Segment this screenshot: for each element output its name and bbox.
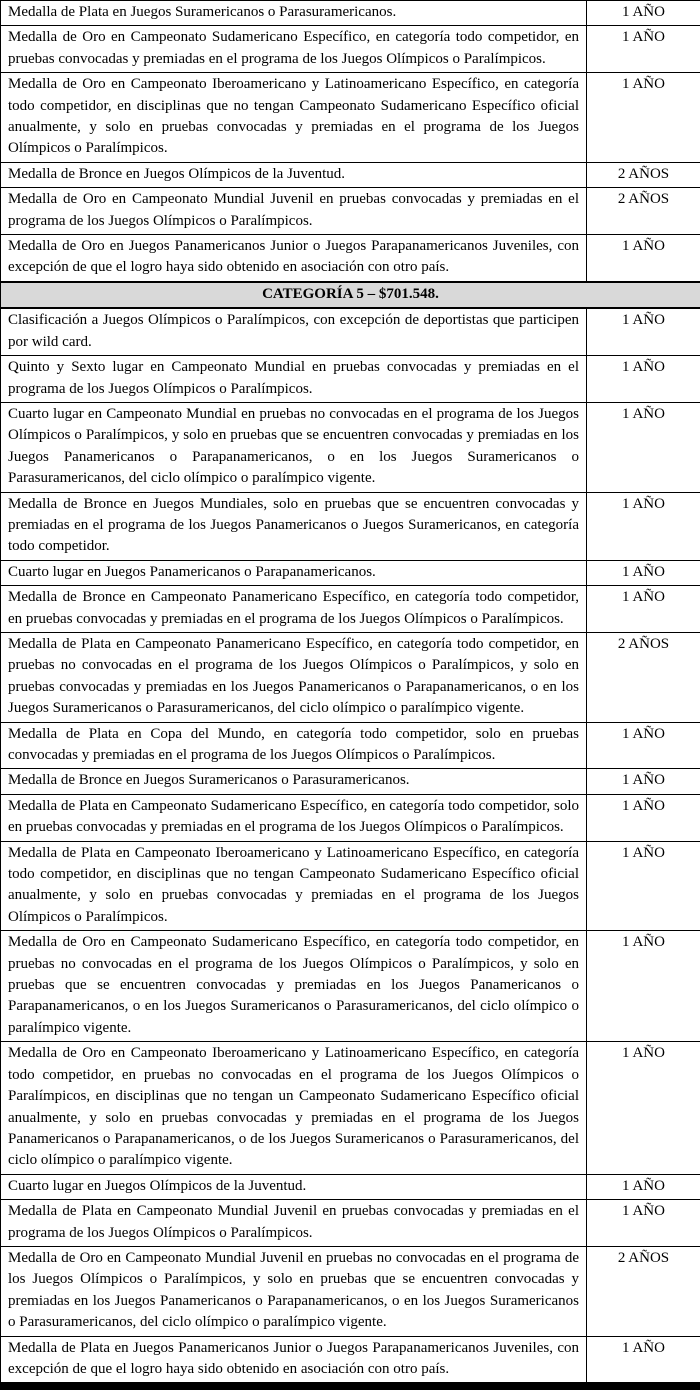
table-row — [1, 162, 700, 187]
duration-value: 2 AÑOS — [587, 1246, 700, 1336]
achievement-description: Medalla de Oro en Campeonato Mundial Juvenil en pruebas convocadas y premiadas en el programa de los Juegos Olímpicos o Paralímpicos. — [1, 188, 587, 235]
achievement-description: Medalla de Plata en Juegos Panamericanos Junior o Juegos Parapanamericanos Juveniles, con excepción de que el logro haya sido obtenido en asociación con otro país. — [1, 1336, 587, 1383]
table-row — [1, 794, 700, 841]
table-row — [1, 722, 700, 769]
achievement-description: Medalla de Bronce en Juegos Olímpicos de la Juventud. — [1, 162, 587, 187]
duration-value: 1 AÑO — [587, 356, 700, 403]
duration-value: 1 AÑO — [587, 308, 700, 355]
duration-value: 1 AÑO — [587, 1042, 700, 1174]
table-row — [1, 1336, 700, 1383]
achievement-description: Quinto y Sexto lugar en Campeonato Mundial en pruebas convocadas y premiadas en el programa de los Juegos Olímpicos o Paralímpicos. — [1, 356, 587, 403]
duration-value: 1 AÑO — [587, 841, 700, 931]
category-header: CATEGORÍA 5 – $701.548. — [1, 282, 700, 308]
table-row — [1, 235, 700, 282]
achievement-description: Medalla de Oro en Campeonato Mundial Juvenil en pruebas no convocadas en el programa de los Juegos Olímpicos o Paralímpicos, y solo en pruebas que se encuentren convocadas y premiadas en los Juegos Panamericanos o Parapanamericanos, o en los Juegos Suramericanos o Parasuramericanos, del ciclo olímpico o paralímpico vigente. — [1, 1246, 587, 1336]
table-row — [1, 492, 700, 560]
achievement-description: Medalla de Plata en Campeonato Mundial Juvenil en pruebas convocadas y premiadas en el programa de los Juegos Olímpicos o Paralímpicos. — [1, 1200, 587, 1247]
table-row — [1, 841, 700, 931]
achievement-description: Medalla de Plata en Copa del Mundo, en categoría todo competidor, solo en pruebas convocadas y premiadas en el programa de los Juegos Olímpicos o Paralímpicos. — [1, 722, 587, 769]
table-row — [1, 356, 700, 403]
table-row — [1, 308, 700, 355]
duration-value: 2 AÑOS — [587, 188, 700, 235]
category-header-row — [1, 282, 700, 308]
table-row — [1, 586, 700, 633]
duration-value: 1 AÑO — [587, 235, 700, 282]
table-row — [1, 1246, 700, 1336]
duration-value: 1 AÑO — [587, 492, 700, 560]
table-row — [1, 73, 700, 163]
table-row — [1, 402, 700, 492]
duration-value: 2 AÑOS — [587, 162, 700, 187]
table-row — [1, 1042, 700, 1174]
achievement-description: Medalla de Bronce en Juegos Mundiales, solo en pruebas que se encuentren convocadas y premiadas en el programa de los Juegos Panamericanos o Juegos Suramericanos, en categoría todo competidor. — [1, 492, 587, 560]
achievement-description: Medalla de Oro en Campeonato Sudamericano Específico, en categoría todo competidor, en pruebas convocadas y premiadas en el programa de los Juegos Olímpicos o Paralímpicos. — [1, 26, 587, 73]
table-row — [1, 26, 700, 73]
achievement-description: Medalla de Oro en Campeonato Iberoamericano y Latinoamericano Específico, en categoría todo competidor, en disciplinas que no tengan Campeonato Sudamericano Específico oficial anualmente, y solo en pruebas convocadas y premiadas en el programa de los Juegos Olímpicos o Paralímpicos. — [1, 73, 587, 163]
achievement-description: Cuarto lugar en Juegos Panamericanos o Parapanamericanos. — [1, 560, 587, 585]
cutoff-row-bar — [0, 1383, 700, 1390]
duration-value: 1 AÑO — [587, 794, 700, 841]
table-row — [1, 1174, 700, 1199]
table-row — [1, 632, 700, 722]
achievement-description: Cuarto lugar en Juegos Olímpicos de la Juventud. — [1, 1174, 587, 1199]
duration-value: 1 AÑO — [587, 1200, 700, 1247]
duration-value: 2 AÑOS — [587, 632, 700, 722]
achievement-description: Medalla de Oro en Juegos Panamericanos Junior o Juegos Parapanamericanos Juveniles, con excepción de que el logro haya sido obtenido en asociación con otro país. — [1, 235, 587, 282]
achievement-description: Medalla de Oro en Campeonato Sudamericano Específico, en categoría todo competidor, en pruebas no convocadas en el programa de los Juegos Olímpicos o Paralímpicos, y solo en pruebas que se encuentren convocadas y premiadas en los Juegos Panamericanos o Parapanamericanos, o en los Juegos Suramericanos o Parasuramericanos, del ciclo olímpico o paralímpico vigente. — [1, 931, 587, 1042]
achievement-description: Medalla de Plata en Campeonato Sudamericano Específico, en categoría todo competidor, solo en pruebas convocadas y premiadas en el programa de los Juegos Olímpicos o Paralímpicos. — [1, 794, 587, 841]
table-row — [1, 931, 700, 1042]
achievement-description: Medalla de Bronce en Juegos Suramericanos o Parasuramericanos. — [1, 769, 587, 794]
duration-value: 1 AÑO — [587, 402, 700, 492]
table-row — [1, 1200, 700, 1247]
table-row — [1, 188, 700, 235]
achievement-description: Medalla de Plata en Campeonato Panamericano Específico, en categoría todo competidor, en pruebas no convocadas en el programa de los Juegos Olímpicos o Paralímpicos, y solo en pruebas convocadas y premiadas en los Juegos Panamericanos o Parapanamericanos, o en los Juegos Suramericanos o Parasuramericanos, del ciclo olímpico o paralímpico vigente. — [1, 632, 587, 722]
duration-value: 1 AÑO — [587, 722, 700, 769]
duration-value: 1 AÑO — [587, 1, 700, 26]
duration-value: 1 AÑO — [587, 26, 700, 73]
achievements-table-body — [1, 1, 700, 1383]
duration-value: 1 AÑO — [587, 931, 700, 1042]
achievement-description: Clasificación a Juegos Olímpicos o Paralímpicos, con excepción de deportistas que participen por wild card. — [1, 308, 587, 355]
duration-value: 1 AÑO — [587, 560, 700, 585]
achievement-description: Medalla de Plata en Campeonato Iberoamericano y Latinoamericano Específico, en categoría todo competidor, en disciplinas que no tengan Campeonato Sudamericano Específico oficial anualmente, y solo en pruebas convocadas y premiadas en el programa de los Juegos Olímpicos o Paralímpicos. — [1, 841, 587, 931]
table-row — [1, 560, 700, 585]
table-row — [1, 1, 700, 26]
table-row — [1, 769, 700, 794]
achievement-description: Medalla de Plata en Juegos Suramericanos o Parasuramericanos. — [1, 1, 587, 26]
achievement-description: Medalla de Oro en Campeonato Iberoamericano y Latinoamericano Específico, en categoría todo competidor, en pruebas no convocadas en el programa de los Juegos Olímpicos o Paralímpicos, en disciplinas que no tengan un Campeonato Sudamericano Específico oficial anualmente, y solo en pruebas convocadas y premiadas en el programa de los Juegos Panamericanos o Parapanamericanos, o de los Juegos Suramericanos o Parasuramericanos, del ciclo olímpico o paralímpico vigente. — [1, 1042, 587, 1174]
duration-value: 1 AÑO — [587, 586, 700, 633]
achievement-description: Medalla de Bronce en Campeonato Panamericano Específico, en categoría todo competidor, en pruebas convocadas y premiadas en el programa de los Juegos Olímpicos o Paralímpicos. — [1, 586, 587, 633]
duration-value: 1 AÑO — [587, 1174, 700, 1199]
duration-value: 1 AÑO — [587, 769, 700, 794]
duration-value: 1 AÑO — [587, 1336, 700, 1383]
achievement-description: Cuarto lugar en Campeonato Mundial en pruebas no convocadas en el programa de los Juegos Olímpicos o Paralímpicos, y solo en pruebas que se encuentren convocadas y premiadas en los Juegos Panamericanos o Parapanamericanos, o en los Juegos Suramericanos o Parasuramericanos, del ciclo olímpico o paralímpico vigente. — [1, 402, 587, 492]
duration-value: 1 AÑO — [587, 73, 700, 163]
